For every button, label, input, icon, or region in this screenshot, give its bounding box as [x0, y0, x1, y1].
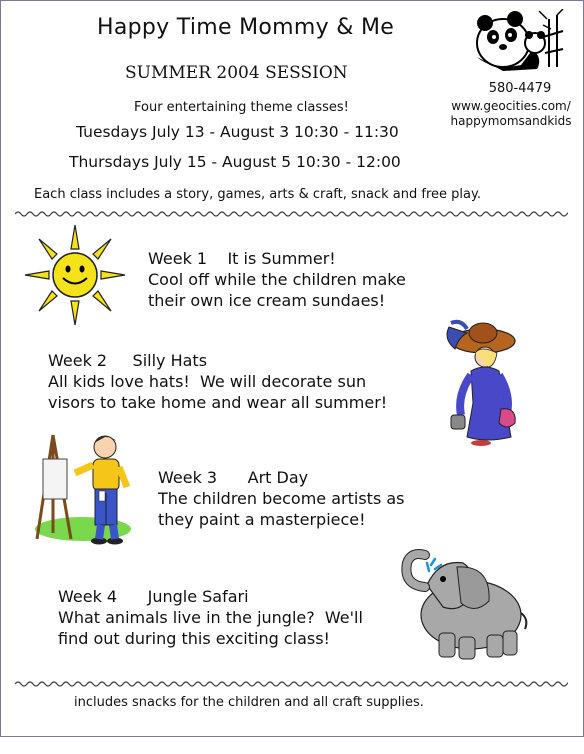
week-4-line-1: What animals live in the jungle? We'll [58, 608, 363, 627]
flyer-title: Happy Time Mommy & Me [97, 15, 395, 40]
schedule-tuesdays: Tuesdays July 13 - August 3 10:30 - 11:30 [76, 123, 399, 141]
phone-number: 580-4479 [488, 81, 552, 96]
page-bottom-margin [0, 737, 584, 754]
week-3-heading: Week 3 Art Day [158, 468, 309, 487]
panda-logo-icon [473, 9, 565, 71]
week-2-line-2: visors to take home and wear all summer! [48, 393, 388, 412]
website-line-2[interactable]: happymomsandkids [450, 114, 572, 128]
week-3-line-1: The children become artists as [158, 489, 405, 508]
week-2-heading: Week 2 Silly Hats [48, 351, 208, 370]
week-4-line-2: find out during this exciting class! [58, 629, 330, 648]
painter-boy-icon [23, 429, 139, 549]
sun-icon [23, 223, 127, 327]
week-4-heading: Week 4 Jungle Safari [58, 587, 249, 606]
session-title: SUMMER 2004 SESSION [125, 63, 348, 83]
week-3-line-2: they paint a masterpiece! [158, 510, 366, 529]
schedule-thursdays: Thursdays July 15 - August 5 10:30 - 12:00 [69, 153, 401, 171]
each-class-text: Each class includes a story, games, arts & craft, snack and free play. [34, 187, 481, 202]
week-1-line-2: their own ice cream sundaes! [148, 291, 386, 310]
elephant-icon [399, 545, 531, 665]
week-1-heading: Week 1 It is Summer! [148, 249, 336, 268]
hat-lady-icon [441, 319, 523, 449]
footer-note: includes snacks for the children and all craft supplies. [74, 695, 424, 710]
intro-text: Four entertaining theme classes! [134, 100, 349, 115]
top-divider [15, 210, 568, 218]
bottom-divider [15, 680, 568, 688]
week-2-line-1: All kids love hats! We will decorate sun [48, 372, 367, 391]
website-line-1[interactable]: www.geocities.com/ [451, 99, 571, 113]
week-1-line-1: Cool off while the children make [148, 270, 406, 289]
